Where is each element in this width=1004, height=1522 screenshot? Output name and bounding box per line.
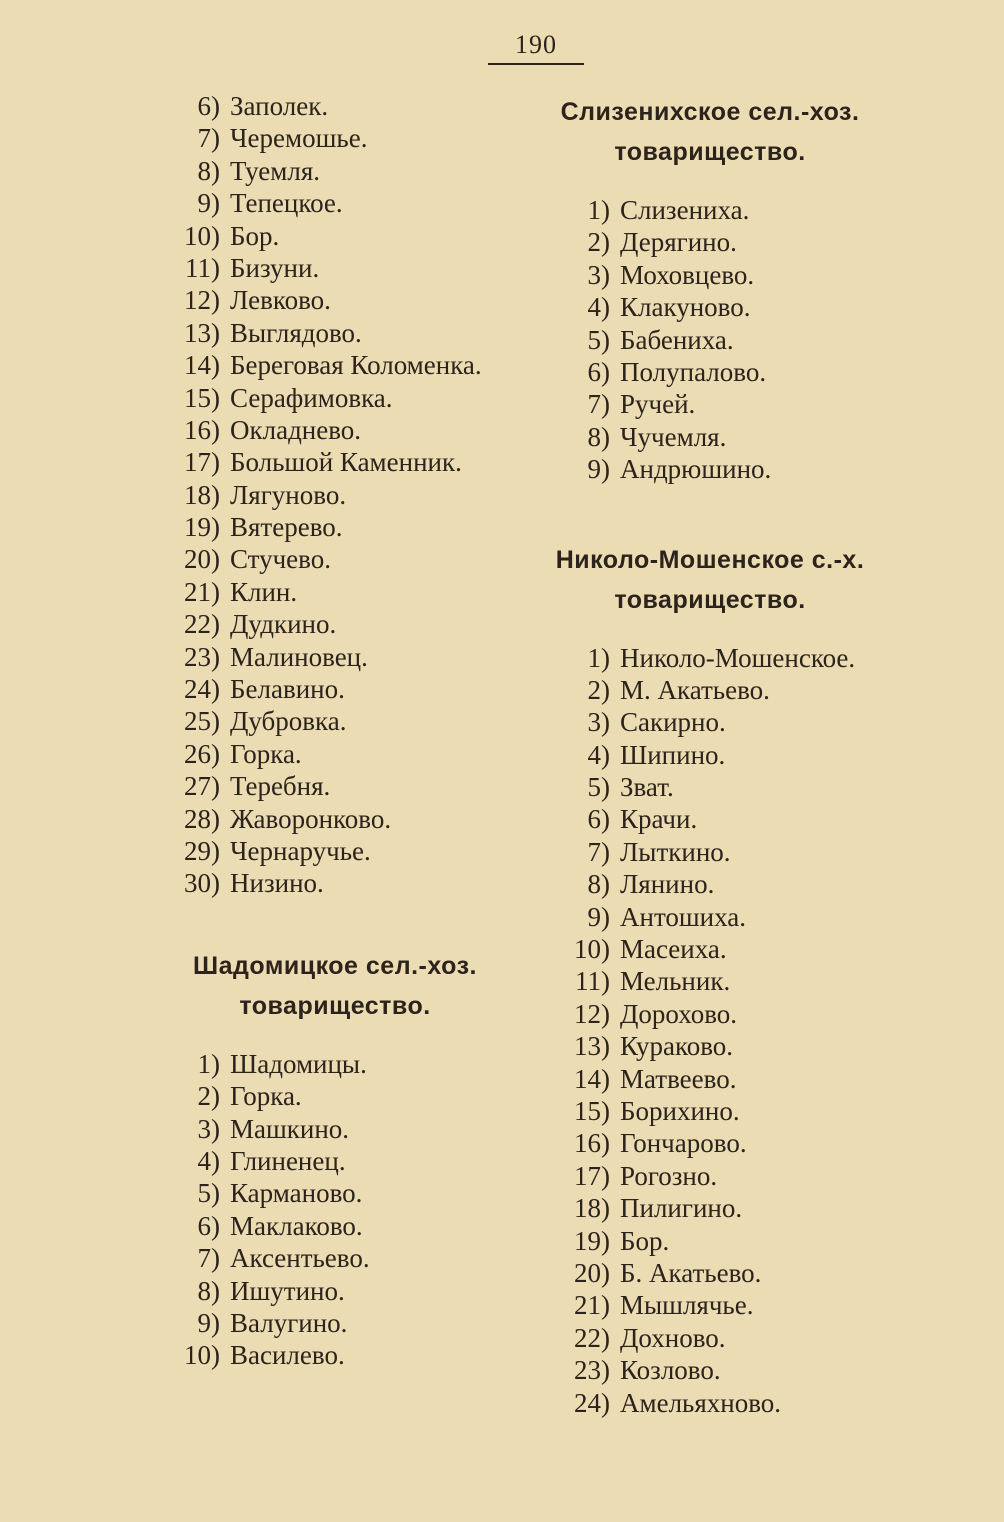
list-item bbox=[150, 1145, 520, 1177]
list-item bbox=[530, 1192, 890, 1224]
item-number: 7) bbox=[587, 389, 610, 420]
item-number: 10) bbox=[184, 220, 220, 251]
list-item bbox=[530, 1225, 890, 1257]
village-name: Серафимовка. bbox=[230, 382, 393, 413]
page-number-rule bbox=[488, 63, 584, 65]
item-number: 7) bbox=[197, 1243, 220, 1274]
village-name: Дохново. bbox=[620, 1322, 726, 1353]
village-name: Большой Каменник. bbox=[230, 447, 462, 478]
item-number: 9) bbox=[587, 901, 610, 932]
item-number: 13) bbox=[574, 1031, 610, 1062]
list-item bbox=[150, 122, 520, 154]
left-village-list bbox=[150, 90, 520, 900]
village-name: Чернаручье. bbox=[230, 835, 371, 866]
village-name: Стучево. bbox=[230, 544, 331, 575]
list-item bbox=[530, 1063, 890, 1095]
page-number: 190 bbox=[515, 30, 557, 59]
village-name: Рогозно. bbox=[620, 1160, 718, 1191]
item-number: 22) bbox=[574, 1322, 610, 1353]
list-item bbox=[150, 641, 520, 673]
list-item bbox=[150, 543, 520, 575]
item-number: 10) bbox=[574, 934, 610, 965]
village-name: Чучемля. bbox=[620, 421, 727, 452]
village-name: Окладнево. bbox=[230, 414, 362, 445]
nikolo-moshenskoe-heading-line1: Николо-Мошенское с.-х. bbox=[555, 545, 865, 574]
item-number: 9) bbox=[197, 1307, 220, 1338]
village-name: Бор. bbox=[620, 1225, 670, 1256]
village-name: Мельник. bbox=[620, 966, 731, 997]
list-item bbox=[150, 576, 520, 608]
list-item bbox=[150, 770, 520, 802]
item-number: 30) bbox=[184, 868, 220, 899]
village-name: Мышлячье. bbox=[620, 1290, 754, 1321]
item-number: 7) bbox=[587, 836, 610, 867]
list-item bbox=[150, 835, 520, 867]
village-name: Василево. bbox=[230, 1340, 345, 1371]
village-name: Крачи. bbox=[620, 804, 698, 835]
list-item bbox=[150, 220, 520, 252]
village-name: Глиненец. bbox=[230, 1145, 346, 1176]
list-item bbox=[530, 1160, 890, 1192]
village-name: Жаворонково. bbox=[230, 803, 392, 834]
item-number: 14) bbox=[574, 1063, 610, 1094]
item-number: 24) bbox=[184, 674, 220, 705]
slizenikhskoe-village-list bbox=[530, 194, 890, 486]
list-item bbox=[530, 803, 890, 835]
village-name: Карманово. bbox=[230, 1178, 363, 1209]
item-number: 18) bbox=[184, 479, 220, 510]
right-column bbox=[530, 92, 890, 1419]
item-number: 10) bbox=[184, 1340, 220, 1371]
item-number: 20) bbox=[574, 1257, 610, 1288]
list-item bbox=[150, 252, 520, 284]
left-column bbox=[150, 90, 520, 1372]
item-number: 11) bbox=[575, 966, 610, 997]
village-name: Масеиха. bbox=[620, 934, 727, 965]
list-item bbox=[530, 965, 890, 997]
item-number: 12) bbox=[574, 998, 610, 1029]
village-name: Ишутино. bbox=[230, 1275, 345, 1306]
item-number: 26) bbox=[184, 738, 220, 769]
list-item bbox=[150, 803, 520, 835]
item-number: 29) bbox=[184, 835, 220, 866]
village-name: Теребня. bbox=[230, 771, 331, 802]
list-item bbox=[530, 836, 890, 868]
item-number: 9) bbox=[587, 454, 610, 485]
list-item bbox=[150, 1242, 520, 1274]
village-name: Валугино. bbox=[230, 1307, 348, 1338]
list-item bbox=[530, 901, 890, 933]
village-name: Антошиха. bbox=[620, 901, 747, 932]
village-name: Горка. bbox=[230, 1081, 302, 1112]
list-item bbox=[150, 1113, 520, 1145]
village-name: Белавино. bbox=[230, 674, 345, 705]
item-number: 5) bbox=[587, 772, 610, 803]
shadomitskoe-heading-line2: товарищество. bbox=[239, 991, 431, 1020]
nikolo-moshenskoe-village-list bbox=[530, 642, 890, 1419]
village-name: Ручей. bbox=[620, 389, 696, 420]
village-name: Черемошье. bbox=[230, 123, 368, 154]
list-item bbox=[150, 414, 520, 446]
list-item bbox=[530, 259, 890, 291]
list-item bbox=[530, 1289, 890, 1321]
item-number: 3) bbox=[197, 1113, 220, 1144]
village-name: Гончарово. bbox=[620, 1128, 747, 1159]
item-number: 9) bbox=[197, 188, 220, 219]
item-number: 1) bbox=[587, 195, 610, 225]
item-number: 8) bbox=[587, 869, 610, 900]
village-name: Матвеево. bbox=[620, 1063, 737, 1094]
list-item bbox=[150, 608, 520, 640]
list-item bbox=[150, 705, 520, 737]
slizenikhskoe-heading-line1: Слизенихское сел.-хоз. bbox=[560, 98, 860, 126]
list-item bbox=[530, 1257, 890, 1289]
list-item bbox=[530, 1127, 890, 1159]
village-name: Маклаково. bbox=[230, 1210, 363, 1241]
village-name: М. Акатьево. bbox=[620, 674, 770, 705]
item-number: 24) bbox=[574, 1387, 610, 1418]
item-number: 21) bbox=[184, 576, 220, 607]
list-item bbox=[150, 1048, 520, 1080]
list-item bbox=[530, 868, 890, 900]
item-number: 6) bbox=[197, 91, 220, 121]
item-number: 11) bbox=[185, 252, 220, 283]
item-number: 19) bbox=[574, 1225, 610, 1256]
village-name: Кураково. bbox=[620, 1031, 734, 1062]
nikolo-moshenskoe-heading bbox=[530, 540, 890, 620]
village-name: Бизуни. bbox=[230, 252, 320, 283]
item-number: 1) bbox=[197, 1048, 220, 1079]
list-item bbox=[530, 1030, 890, 1062]
item-number: 3) bbox=[587, 259, 610, 290]
list-item bbox=[150, 155, 520, 187]
item-number: 6) bbox=[587, 804, 610, 835]
village-name: Николо-Мошенское. bbox=[620, 642, 856, 673]
item-number: 27) bbox=[184, 771, 220, 802]
village-name: Сакирно. bbox=[620, 707, 726, 738]
list-item bbox=[530, 771, 890, 803]
item-number: 19) bbox=[184, 512, 220, 543]
list-item bbox=[530, 421, 890, 453]
list-item bbox=[150, 1275, 520, 1307]
item-number: 8) bbox=[197, 1275, 220, 1306]
village-name: Клин. bbox=[230, 576, 298, 607]
village-name: Береговая Коломенка. bbox=[230, 350, 482, 381]
village-name: Лыткино. bbox=[620, 836, 731, 867]
item-number: 21) bbox=[574, 1290, 610, 1321]
village-name: Дудкино. bbox=[230, 609, 337, 640]
item-number: 20) bbox=[184, 544, 220, 575]
item-number: 2) bbox=[587, 674, 610, 705]
item-number: 25) bbox=[184, 706, 220, 737]
village-name: Лянино. bbox=[620, 869, 715, 900]
list-item bbox=[530, 998, 890, 1030]
item-number: 8) bbox=[587, 421, 610, 452]
item-number: 7) bbox=[197, 123, 220, 154]
item-number: 12) bbox=[184, 285, 220, 316]
village-name: Шадомицы. bbox=[230, 1048, 367, 1079]
list-item bbox=[530, 1095, 890, 1127]
village-name: Тепецкое. bbox=[230, 188, 343, 219]
item-number: 8) bbox=[197, 155, 220, 186]
list-item bbox=[530, 226, 890, 258]
list-item bbox=[150, 382, 520, 414]
list-item bbox=[150, 673, 520, 705]
list-item bbox=[150, 1210, 520, 1242]
item-number: 15) bbox=[574, 1095, 610, 1126]
list-item bbox=[150, 1080, 520, 1112]
item-number: 4) bbox=[587, 739, 610, 770]
item-number: 2) bbox=[587, 227, 610, 258]
item-number: 15) bbox=[184, 382, 220, 413]
item-number: 1) bbox=[587, 642, 610, 673]
list-item bbox=[530, 1322, 890, 1354]
item-number: 13) bbox=[184, 317, 220, 348]
item-number: 23) bbox=[574, 1355, 610, 1386]
village-name: Шипино. bbox=[620, 739, 726, 770]
village-name: Низино. bbox=[230, 868, 324, 899]
list-item bbox=[150, 317, 520, 349]
village-name: Вятерево. bbox=[230, 512, 343, 543]
shadomitskoe-heading-line1: Шадомицкое сел.-хоз. bbox=[193, 951, 477, 980]
item-number: 28) bbox=[184, 803, 220, 834]
list-item bbox=[530, 739, 890, 771]
item-number: 5) bbox=[197, 1178, 220, 1209]
list-item bbox=[530, 388, 890, 420]
list-item bbox=[150, 738, 520, 770]
list-item bbox=[530, 674, 890, 706]
village-name: Дерягино. bbox=[620, 227, 737, 258]
slizenikhskoe-heading bbox=[530, 92, 890, 172]
item-number: 14) bbox=[184, 350, 220, 381]
list-item bbox=[150, 511, 520, 543]
list-item bbox=[150, 479, 520, 511]
item-number: 5) bbox=[587, 324, 610, 355]
item-number: 22) bbox=[184, 609, 220, 640]
item-number: 17) bbox=[184, 447, 220, 478]
village-name: Моховцево. bbox=[620, 259, 755, 290]
list-item bbox=[150, 349, 520, 381]
list-item bbox=[530, 194, 890, 226]
item-number: 3) bbox=[587, 707, 610, 738]
list-item bbox=[530, 324, 890, 356]
list-item bbox=[150, 1307, 520, 1339]
village-name: Андрюшино. bbox=[620, 454, 772, 485]
village-name: Бабениха. bbox=[620, 324, 734, 355]
village-name: Бор. bbox=[230, 220, 280, 251]
village-name: Амельяхново. bbox=[620, 1387, 782, 1418]
village-name: Пилигино. bbox=[620, 1193, 743, 1224]
item-number: 23) bbox=[184, 641, 220, 672]
village-name: Машкино. bbox=[230, 1113, 350, 1144]
list-item bbox=[150, 187, 520, 219]
village-name: Лягуново. bbox=[230, 479, 347, 510]
item-number: 16) bbox=[184, 414, 220, 445]
list-item bbox=[150, 1177, 520, 1209]
village-name: Дубровка. bbox=[230, 706, 347, 737]
village-name: Дорохово. bbox=[620, 998, 738, 1029]
list-item bbox=[150, 1339, 520, 1371]
village-name: Борихино. bbox=[620, 1095, 740, 1126]
village-name: Клакуново. bbox=[620, 292, 751, 323]
village-name: Аксентьево. bbox=[230, 1243, 370, 1274]
item-number: 6) bbox=[587, 356, 610, 387]
list-item bbox=[530, 933, 890, 965]
item-number: 4) bbox=[197, 1145, 220, 1176]
village-name: Зват. bbox=[620, 772, 674, 803]
shadomitskoe-village-list bbox=[150, 1048, 520, 1372]
list-item bbox=[150, 90, 520, 122]
village-name: Козлово. bbox=[620, 1355, 721, 1386]
item-number: 17) bbox=[574, 1160, 610, 1191]
village-name: Выглядово. bbox=[230, 317, 362, 348]
list-item bbox=[530, 706, 890, 738]
list-item bbox=[530, 453, 890, 485]
item-number: 18) bbox=[574, 1193, 610, 1224]
list-item bbox=[150, 446, 520, 478]
village-name: Слизениха. bbox=[620, 195, 750, 225]
list-item bbox=[150, 284, 520, 316]
village-name: Малиновец. bbox=[230, 641, 368, 672]
item-number: 4) bbox=[587, 292, 610, 323]
list-item bbox=[530, 1354, 890, 1386]
list-item bbox=[150, 867, 520, 899]
list-item bbox=[530, 356, 890, 388]
shadomitskoe-heading bbox=[150, 946, 520, 1026]
list-item bbox=[530, 642, 890, 674]
item-number: 6) bbox=[197, 1210, 220, 1241]
village-name: Заполек. bbox=[230, 91, 329, 121]
item-number: 16) bbox=[574, 1128, 610, 1159]
village-name: Полупалово. bbox=[620, 356, 767, 387]
village-name: Туемля. bbox=[230, 155, 321, 186]
slizenikhskoe-heading-line2: товарищество. bbox=[614, 138, 806, 166]
village-name: Б. Акатьево. bbox=[620, 1257, 762, 1288]
village-name: Левково. bbox=[230, 285, 331, 316]
village-name: Горка. bbox=[230, 738, 302, 769]
list-item bbox=[530, 1387, 890, 1419]
item-number: 2) bbox=[197, 1081, 220, 1112]
list-item bbox=[530, 291, 890, 323]
nikolo-moshenskoe-heading-line2: товарищество. bbox=[614, 585, 806, 614]
